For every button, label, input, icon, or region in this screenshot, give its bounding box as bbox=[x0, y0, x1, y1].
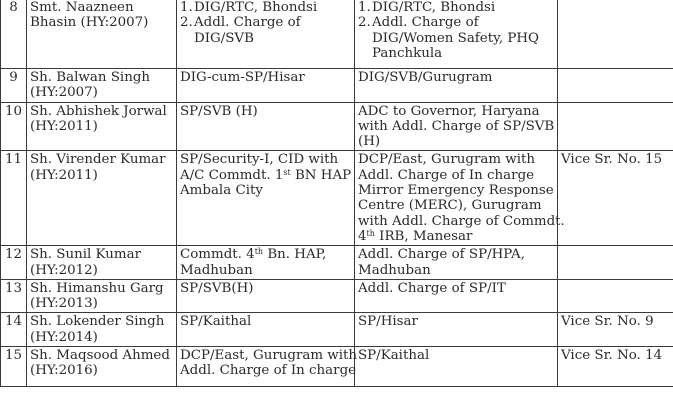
remarks-cell bbox=[558, 347, 673, 387]
present-posting-cell bbox=[177, 151, 355, 246]
charge-item bbox=[180, 0, 352, 15]
serial-number: 11 bbox=[4, 152, 23, 168]
table-body bbox=[1, 0, 673, 387]
text-line: DIG/SVB/Gurugram bbox=[358, 70, 493, 85]
text-line: (HY:2011) bbox=[30, 167, 98, 183]
text-line: SP/SVB (H) bbox=[180, 103, 258, 119]
text-line: with Addl. Charge of SP/SVB bbox=[358, 118, 555, 134]
charge-list bbox=[180, 0, 352, 46]
charge-text: Panchkula bbox=[372, 45, 443, 61]
charge-number: 1. bbox=[358, 0, 371, 15]
text-line: Addl. Charge of SP/HPA, bbox=[358, 247, 525, 263]
serial-number-cell bbox=[1, 246, 27, 280]
text-line: DCP/East, Gurugram with bbox=[180, 348, 358, 364]
charge-item bbox=[358, 15, 555, 30]
text-line: Vice Sr. No. 15 bbox=[561, 152, 663, 168]
text-line: Sh. Balwan Singh bbox=[30, 70, 151, 85]
charge-item bbox=[180, 15, 352, 30]
table-row bbox=[1, 313, 673, 347]
text-line: (H) bbox=[358, 134, 381, 150]
serial-number: 12 bbox=[4, 247, 23, 263]
present-posting-cell bbox=[177, 279, 355, 313]
charge-item bbox=[358, 31, 555, 46]
text-line: Madhuban bbox=[180, 262, 253, 278]
text-line: ADC to Governor, Haryana bbox=[358, 103, 540, 119]
serial-number-cell bbox=[1, 151, 27, 246]
text-line: Sh. Himanshu Garg bbox=[30, 280, 164, 296]
charge-item bbox=[358, 0, 555, 15]
remarks-cell bbox=[558, 69, 673, 103]
text-line: Smt. Naazneen bbox=[30, 0, 134, 15]
remarks-cell bbox=[558, 151, 673, 246]
officer-name-cell bbox=[27, 246, 177, 280]
text-line: Addl. Charge of SP/IT bbox=[358, 280, 506, 296]
text-line: Addl. Charge of In charge bbox=[358, 167, 535, 183]
new-posting-cell bbox=[355, 246, 558, 280]
text-line: (HY:2012) bbox=[30, 262, 98, 278]
present-posting-cell bbox=[177, 102, 355, 151]
present-posting-cell bbox=[177, 313, 355, 347]
text-line: Centre (MERC), Gurugram bbox=[358, 198, 542, 214]
new-posting-cell bbox=[355, 151, 565, 246]
officer-name-cell bbox=[27, 347, 177, 387]
text-line: 4th IRB, Manesar bbox=[358, 228, 473, 244]
text-line: with Addl. Charge of Commdt. bbox=[358, 213, 565, 229]
new-posting-cell bbox=[355, 102, 558, 151]
new-posting-cell bbox=[355, 313, 558, 347]
serial-number: 14 bbox=[4, 314, 23, 330]
text-line: Sh. Virender Kumar bbox=[30, 152, 166, 168]
text-line: A/C Commdt. 1st BN HAP bbox=[180, 167, 352, 183]
text-line: (HY:2016) bbox=[30, 363, 98, 379]
text-line: Sh. Abhishek Jorwal bbox=[30, 103, 167, 119]
text-line: Ambala City bbox=[180, 183, 263, 199]
text-line: Madhuban bbox=[358, 262, 431, 278]
officer-name-cell bbox=[27, 69, 177, 103]
table-row bbox=[1, 69, 673, 103]
charge-list bbox=[358, 0, 555, 61]
charge-number: 2. bbox=[180, 15, 193, 31]
text-line: DIG-cum-SP/Hisar bbox=[180, 70, 305, 85]
text-line: Bhasin (HY:2007) bbox=[30, 15, 149, 31]
text-line: (HY:2007) bbox=[30, 85, 98, 101]
charge-text: DIG/RTC, Bhondsi bbox=[194, 0, 318, 15]
text-line: (HY:2011) bbox=[30, 118, 98, 134]
table-row bbox=[1, 102, 673, 151]
text-line: SP/Kaithal bbox=[180, 314, 252, 330]
officer-name-cell bbox=[27, 279, 177, 313]
serial-number-cell bbox=[1, 313, 27, 347]
officer-name-cell bbox=[27, 102, 177, 151]
serial-number-cell bbox=[1, 279, 27, 313]
serial-number-cell bbox=[1, 69, 27, 103]
remarks-cell bbox=[558, 279, 673, 313]
charge-text: Addl. Charge of bbox=[372, 15, 479, 31]
serial-number-cell bbox=[1, 347, 27, 387]
serial-number: 13 bbox=[4, 280, 23, 296]
charge-text: DIG/Women Safety, PHQ bbox=[372, 30, 540, 46]
text-line: SP/SVB(H) bbox=[180, 280, 254, 296]
charge-number: 1. bbox=[180, 0, 193, 15]
remarks-cell bbox=[558, 313, 673, 347]
text-line: Sh. Maqsood Ahmed bbox=[30, 348, 170, 364]
new-posting-cell bbox=[355, 0, 558, 69]
text-line: Mirror Emergency Response bbox=[358, 183, 554, 199]
text-line: (HY:2014) bbox=[30, 329, 98, 345]
text-line: (HY:2013) bbox=[30, 296, 98, 312]
table-row bbox=[1, 347, 673, 387]
text-line: SP/Kaithal bbox=[358, 348, 430, 364]
charge-item bbox=[358, 46, 555, 61]
text-line: Sh. Lokender Singh bbox=[30, 314, 165, 330]
text-line: Vice Sr. No. 14 bbox=[561, 348, 663, 364]
charge-text: Addl. Charge of bbox=[194, 15, 301, 31]
charge-number: 2. bbox=[358, 15, 371, 31]
serial-number: 8 bbox=[9, 0, 18, 15]
serial-number: 9 bbox=[9, 70, 18, 85]
text-line: Addl. Charge of In charge bbox=[180, 363, 357, 379]
text-line: Sh. Sunil Kumar bbox=[30, 247, 141, 263]
charge-text: DIG/SVB bbox=[194, 30, 254, 46]
serial-number: 15 bbox=[4, 348, 23, 364]
present-posting-cell bbox=[177, 246, 355, 280]
serial-number-cell bbox=[1, 0, 27, 69]
table-row bbox=[1, 279, 673, 313]
serial-number-cell bbox=[1, 102, 27, 151]
present-posting-cell bbox=[177, 69, 355, 103]
new-posting-cell bbox=[355, 69, 558, 103]
serial-number: 10 bbox=[4, 103, 23, 119]
text-line: DCP/East, Gurugram with bbox=[358, 152, 536, 168]
remarks-cell bbox=[558, 102, 673, 151]
officer-name-cell bbox=[27, 313, 177, 347]
new-posting-cell bbox=[355, 279, 558, 313]
officer-name-cell bbox=[27, 151, 177, 246]
charge-text: DIG/RTC, Bhondsi bbox=[372, 0, 496, 15]
new-posting-cell bbox=[355, 347, 558, 387]
table-row bbox=[1, 151, 673, 246]
table-row bbox=[1, 246, 673, 280]
present-posting-cell bbox=[177, 347, 358, 387]
officer-name-cell bbox=[27, 0, 177, 69]
text-line: Commdt. 4th Bn. HAP, bbox=[180, 247, 327, 263]
text-line: SP/Hisar bbox=[358, 314, 418, 330]
remarks-cell bbox=[558, 246, 673, 280]
present-posting-cell bbox=[177, 0, 355, 69]
text-line: SP/Security-I, CID with bbox=[180, 152, 339, 168]
table-row bbox=[1, 0, 673, 69]
charge-item bbox=[180, 31, 352, 46]
remarks-cell bbox=[558, 0, 673, 69]
text-line: Vice Sr. No. 9 bbox=[561, 314, 654, 330]
